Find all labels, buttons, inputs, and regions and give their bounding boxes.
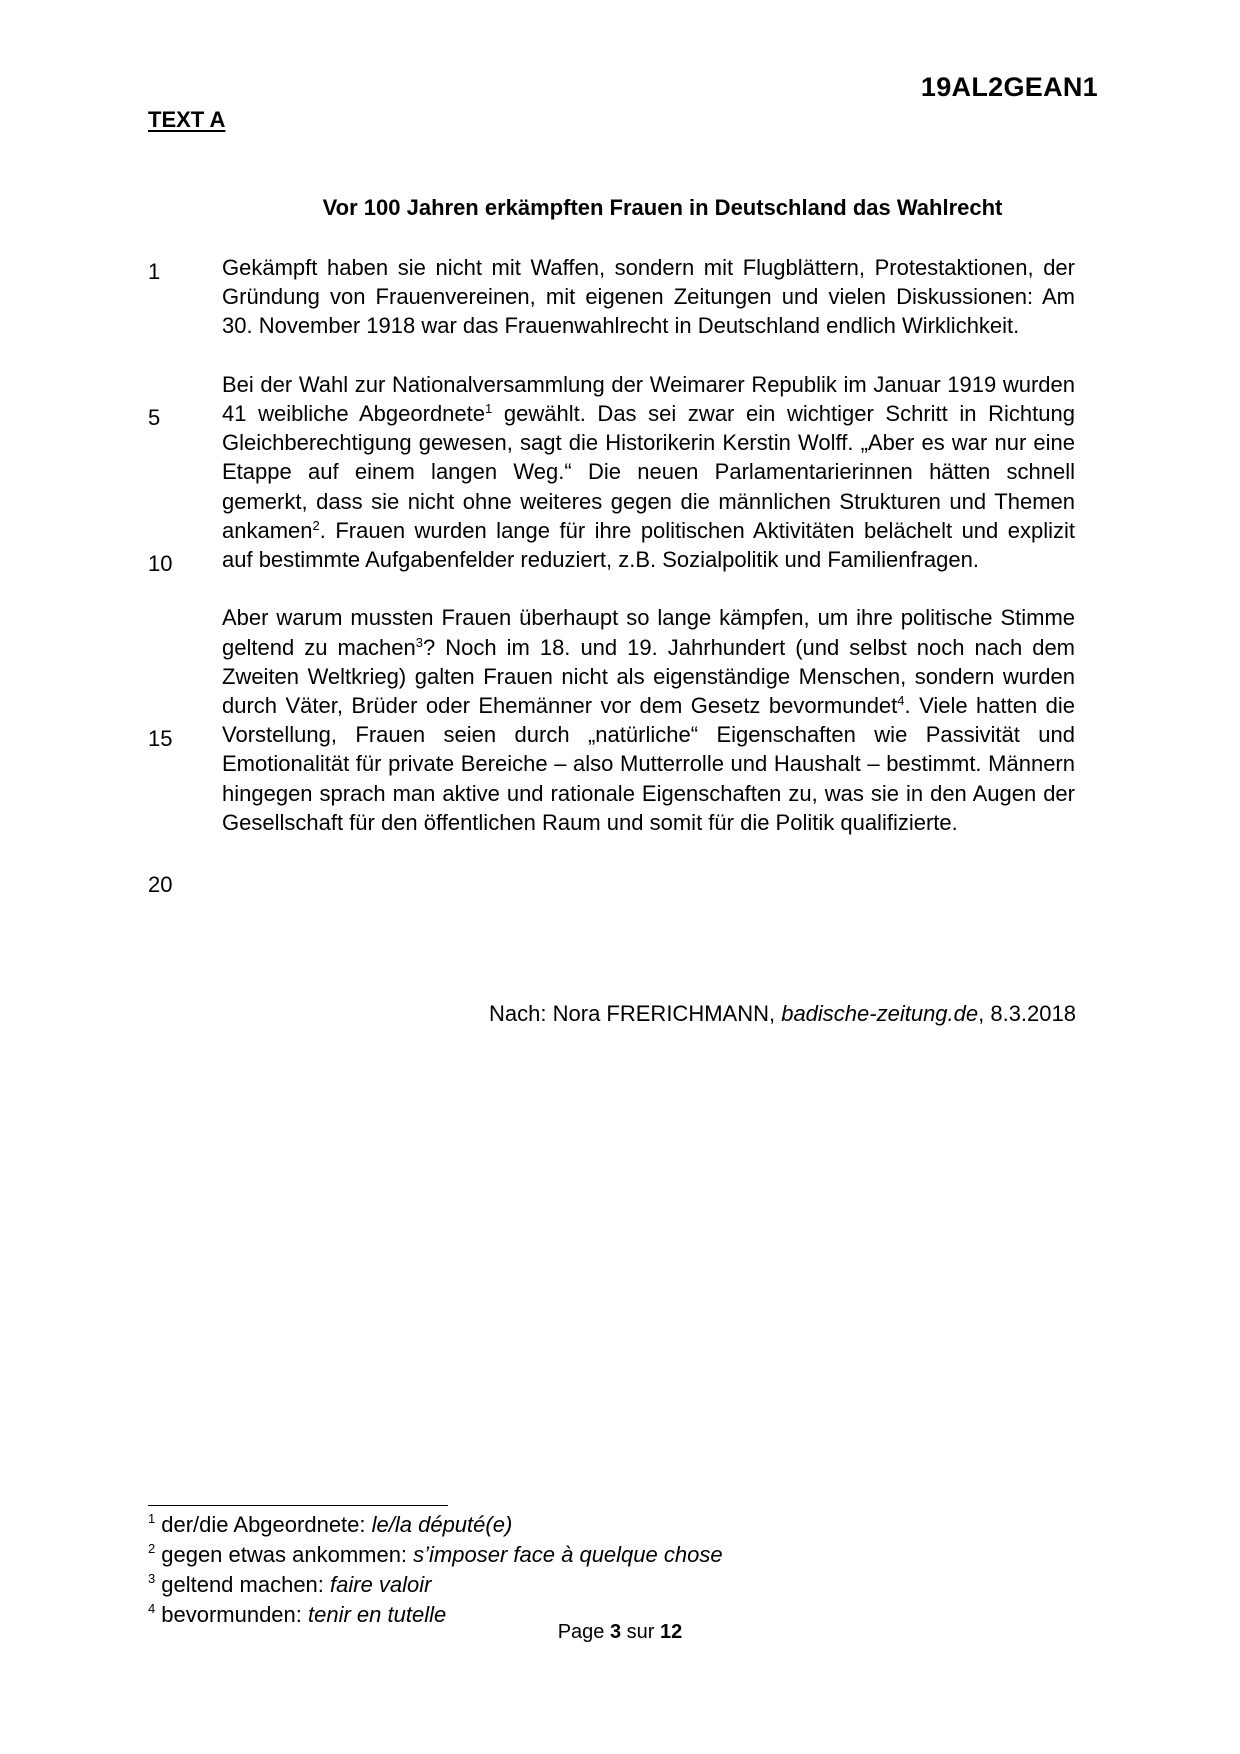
footnote-divider [148, 1505, 448, 1506]
page-number [0, 1622, 1240, 1642]
footnote-number: 2 [148, 1541, 156, 1556]
page-word: Page [557, 1621, 610, 1643]
source-author: Nach: Nora FRERICHMANN, [489, 1001, 782, 1026]
footnote-item [148, 1570, 723, 1600]
article-paragraph [222, 253, 1075, 341]
footnote-french: tenir en tutelle [308, 1602, 447, 1627]
line-number: 20 [148, 872, 173, 897]
article-paragraph [222, 370, 1075, 574]
line-number: 5 [148, 405, 161, 430]
footnote-french: s’imposer face à quelque chose [413, 1542, 723, 1567]
paragraph-text: . Viele hatten die Vorstellung, Frauen seien durch „natürliche“ Eigenschaften wie Passivität und Emotionalität für private Bereiche – also Mutterrolle und Haushalt – bestimmt. Männern hingegen sprach man aktive und rationale Eigenschaften zu, was sie in den Augen der Gesellschaft für den öffentlichen Raum und somit für die Politik qualifizierte. [222, 693, 1076, 835]
paragraph-text: . Frauen wurden lange für ihre politischen Aktivitäten belächelt und explizit auf bestimmte Aufgabenfelder reduziert, z.B. Sozialpolitik und Familienfragen. [222, 517, 1075, 573]
text-label: TEXT A [148, 107, 226, 132]
footnote-item [148, 1510, 723, 1540]
footnote-item [148, 1540, 723, 1570]
footnote-number: 3 [148, 1571, 156, 1586]
footnote-german: gegen etwas ankommen: [161, 1542, 414, 1567]
footnote-marker: 2 [312, 517, 320, 533]
article-paragraph [222, 603, 1075, 837]
exam-code: 19AL2GEAN1 [920, 72, 1098, 102]
source-date: , 8.3.2018 [978, 1001, 1076, 1026]
source-publication: badische-zeitung.de [781, 1001, 979, 1026]
footnote-german: bevormunden: [161, 1602, 308, 1627]
footnote-german: der/die Abgeordnete: [161, 1512, 372, 1537]
paragraph-text: Aber warum mussten Frauen überhaupt so lange kämpfen, um ihre politische Stimme geltend zu machen [222, 605, 1075, 660]
footnote-german: geltend machen: [161, 1572, 331, 1597]
paragraph-text: Gekämpft haben sie nicht mit Waffen, sondern mit Flugblättern, Protestaktionen, der Gründung von Frauenvereinen, mit eigenen Zeitungen und vielen Diskussionen: Am 30. November 1918 war das Frauenwahlrecht in Deutschland endlich Wirklichkeit. [222, 255, 1075, 339]
page-of-word: sur [621, 1621, 661, 1643]
footnote-number: 1 [148, 1511, 156, 1526]
footnote-marker: 3 [415, 634, 423, 650]
page-total: 12 [660, 1621, 683, 1643]
paragraph-text: ? Noch im 18. und 19. Jahrhundert (und selbst noch nach dem Zweiten Weltkrieg) galten Frauen nicht als eigenständige Menschen, sondern wurden durch Väter, Brüder oder Ehemänner vor dem Gesetz bevormundet [222, 634, 1076, 719]
article-body [222, 253, 1075, 866]
paragraph-text: Bei der Wahl zur Nationalversammlung der Weimarer Republik im Januar 1919 wurden 41 weibliche Abgeordnete [222, 371, 1075, 426]
article-title: Vor 100 Jahren erkämpften Frauen in Deutschland das Wahlrecht [322, 195, 1003, 220]
source-citation [489, 1003, 1076, 1025]
footnotes [148, 1510, 723, 1630]
footnote-marker: 1 [485, 401, 493, 416]
footnote-number: 4 [148, 1601, 156, 1616]
line-number: 1 [148, 259, 161, 284]
line-number: 10 [148, 551, 173, 576]
line-number: 15 [148, 726, 173, 751]
footnote-marker: 4 [897, 693, 905, 709]
page-current: 3 [609, 1621, 622, 1643]
paragraph-text: gewählt. Das sei zwar ein wichtiger Schritt in Richtung Gleichberechtigung gewesen, sagt die Historikerin Kerstin Wolff. „Aber es war nur eine Etappe auf einem langen Weg.“ Die neuen Parlamentarierinnen hätten schnell gemerkt, dass sie nicht ohne weiteres gegen die männlichen Strukturen und Themen ankamen [222, 401, 1075, 543]
footnote-french: faire valoir [330, 1572, 432, 1597]
footnote-french: le/la député(e) [371, 1512, 513, 1537]
